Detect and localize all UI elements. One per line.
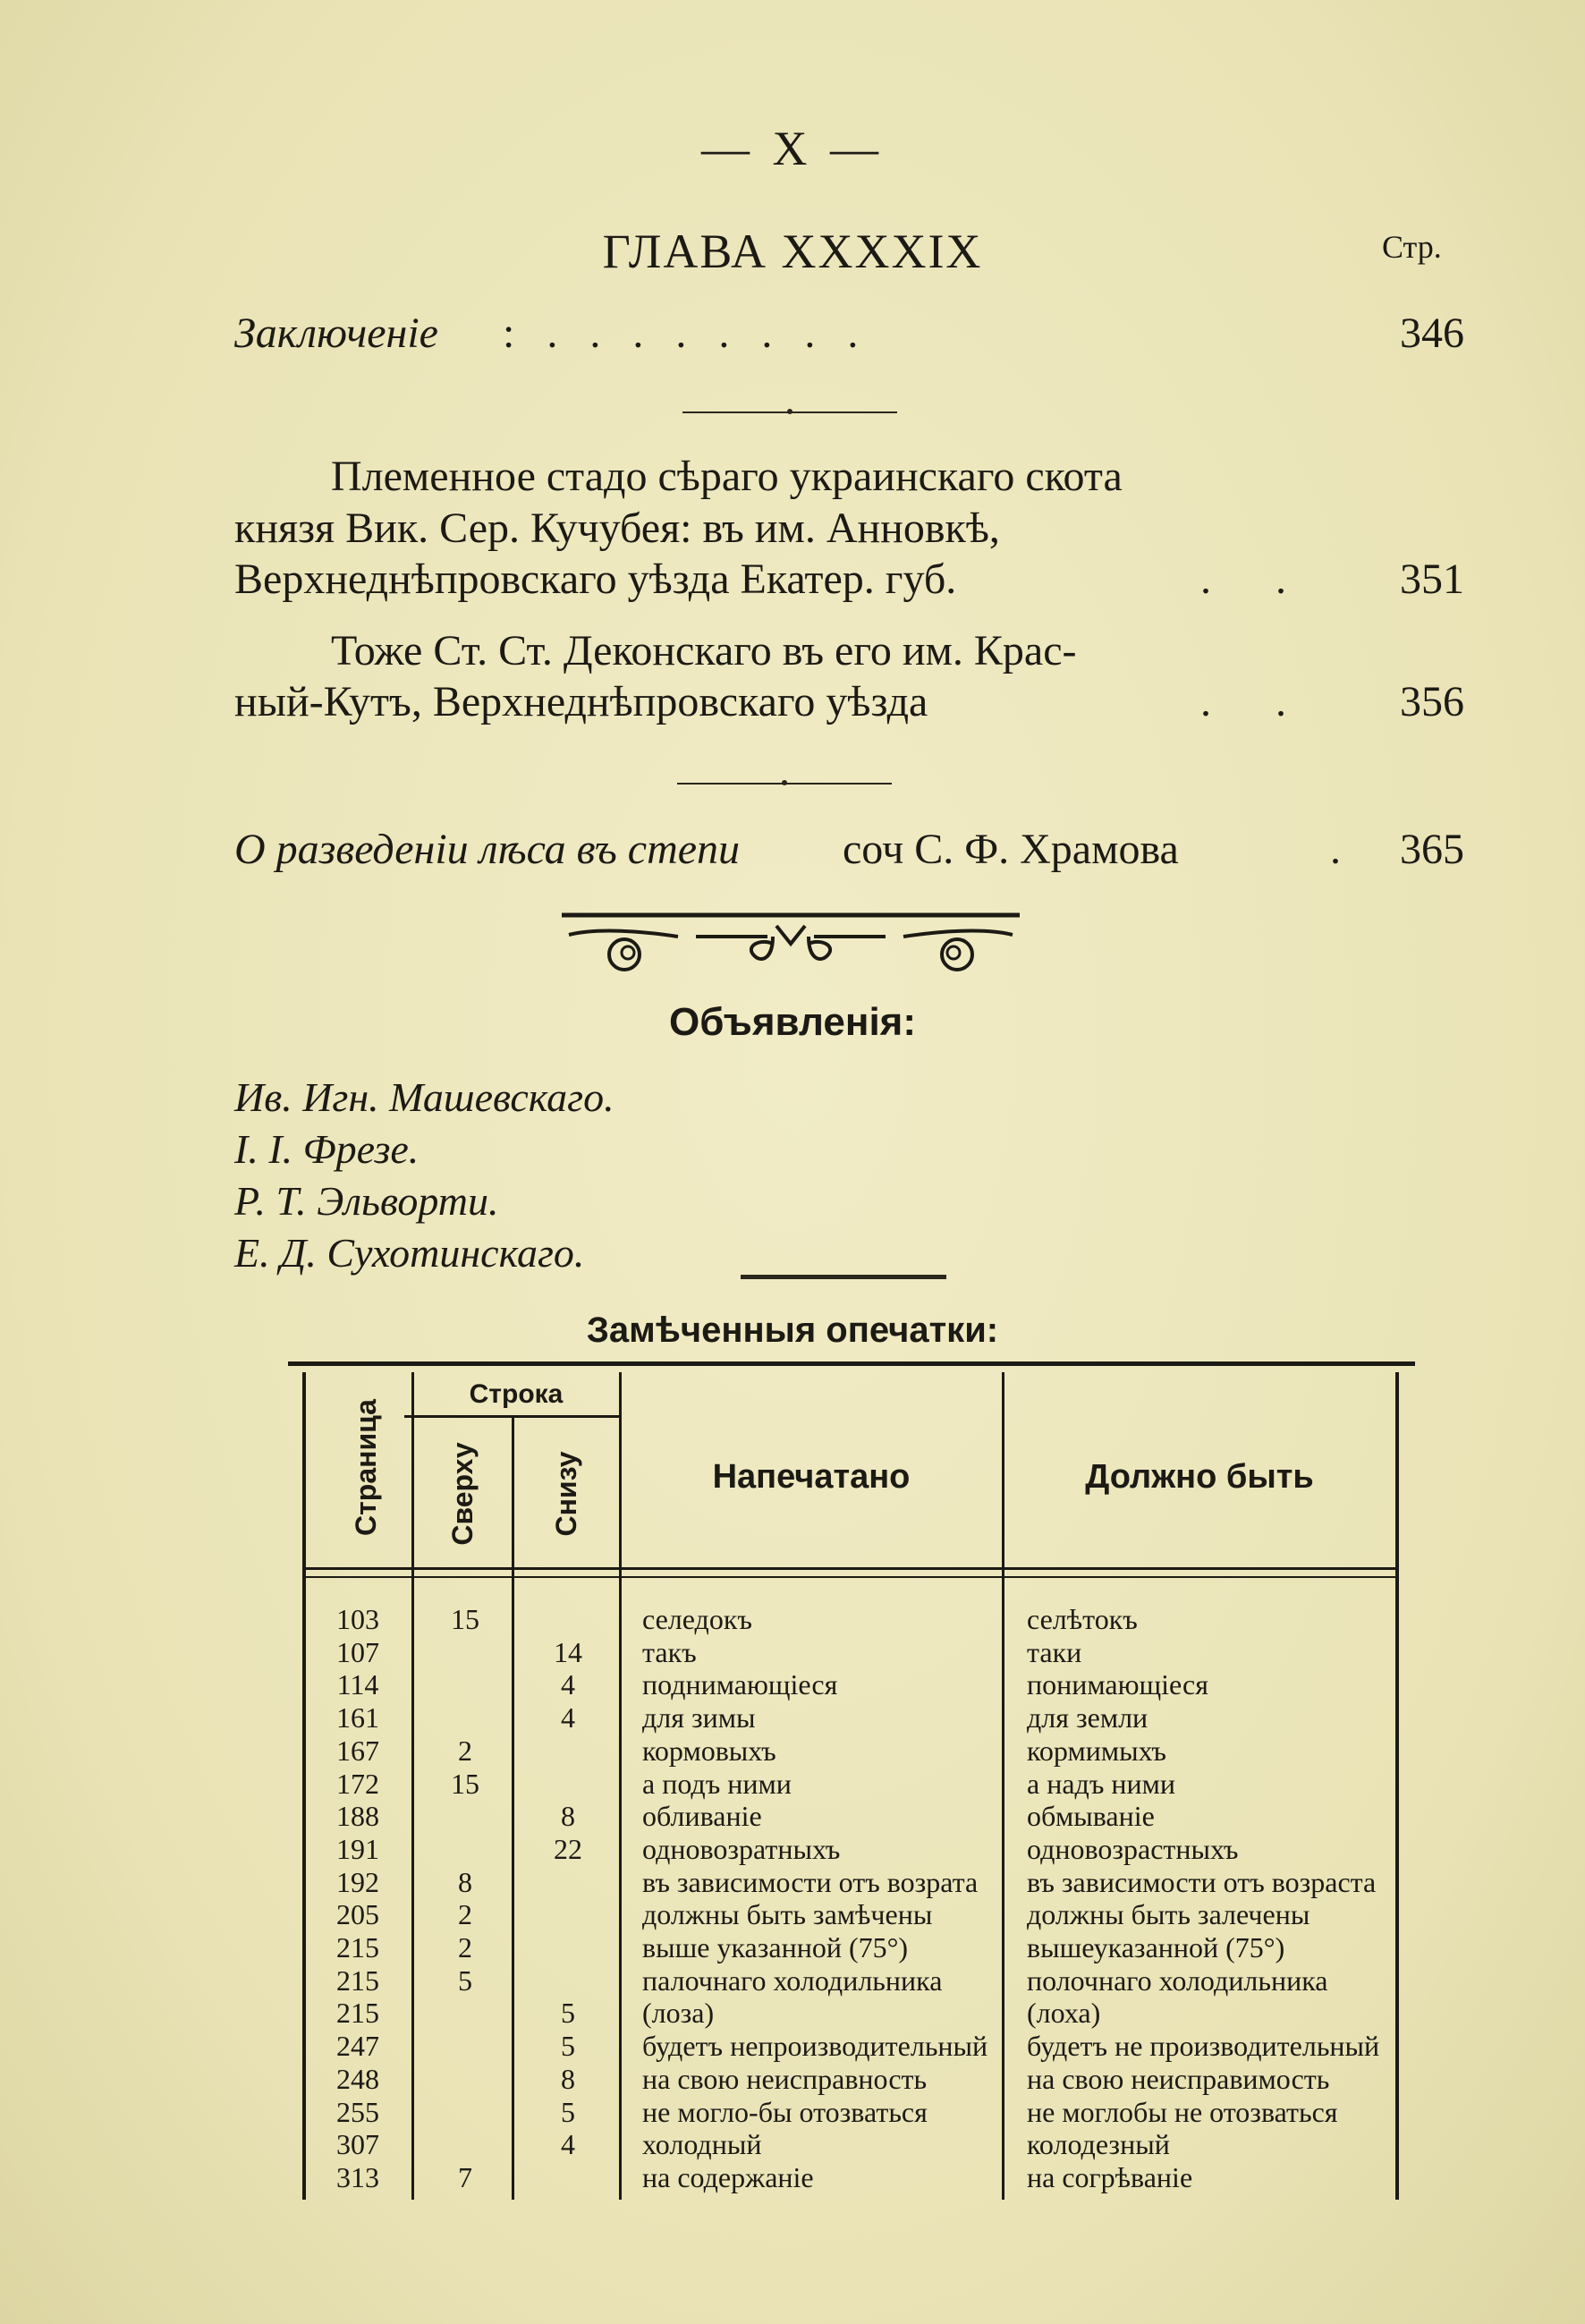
- herd-entry-2-line1: Тоже Ст. Ст. Деконскаго въ его им. Крас-: [331, 627, 1077, 674]
- errata-from-bottom: 5: [561, 2030, 575, 2063]
- errata-rows: [304, 1603, 1395, 2193]
- errata-should-be: для земли: [1027, 1701, 1148, 1735]
- errata-printed: кормовыхъ: [642, 1734, 776, 1767]
- herd-entry-1-text: Верхнеднѣпровскаго уѣзда Екатер. губ.: [234, 556, 957, 603]
- errata-page: 247: [336, 2030, 379, 2063]
- table-row: [304, 2096, 1395, 2129]
- errata-printed: не могло-бы отозваться: [642, 2095, 928, 2128]
- errata-page: 107: [336, 1635, 379, 1668]
- errata-from-top: 15: [451, 1767, 479, 1800]
- errata-page: 167: [336, 1734, 379, 1767]
- errata-should-be: на согрѣваніе: [1027, 2160, 1193, 2193]
- errata-printed: одновозратныхъ: [642, 1832, 841, 1865]
- header-printed: Напечатано: [712, 1458, 911, 1496]
- errata-page: 215: [336, 1964, 379, 1997]
- errata-from-bottom: 14: [554, 1635, 582, 1668]
- errata-printed: а подъ ними: [642, 1767, 792, 1800]
- page-number: — X —: [701, 122, 884, 175]
- errata-printed: въ зависимости отъ возрата: [642, 1865, 979, 1898]
- table-row: [304, 1931, 1395, 1964]
- forest-entry-page: 365: [1400, 826, 1464, 873]
- errata-from-bottom: 4: [561, 1668, 575, 1701]
- page-column-label: Стр.: [1382, 229, 1442, 265]
- errata-page: 103: [336, 1603, 379, 1635]
- forest-entry-author: соч С. Ф. Храмова: [843, 826, 1179, 873]
- header-should-be: Должно быть: [1085, 1458, 1314, 1496]
- herd-entry-2-dots: . .: [1200, 678, 1313, 725]
- table-row: [304, 1898, 1395, 1931]
- errata-page: 192: [336, 1865, 379, 1898]
- errata-from-top: 2: [458, 1898, 472, 1931]
- herd-entry-2-text: ный-Кутъ, Верхнеднѣпровскаго уѣзда: [234, 678, 928, 725]
- errata-from-top: 2: [458, 1931, 472, 1964]
- toc-dots: : . . . . . . . .: [503, 310, 869, 357]
- errata-printed: выше указанной (75°): [642, 1931, 909, 1964]
- errata-page: 188: [336, 1800, 379, 1833]
- table-row: [304, 1866, 1395, 1899]
- chapter-heading: ГЛАВА XXXXIX: [602, 225, 983, 278]
- errata-page: 215: [336, 1931, 379, 1964]
- errata-from-top: 7: [458, 2160, 472, 2193]
- toc-row-conclusion: [234, 309, 1464, 362]
- herd-entry-2-page: 356: [1400, 678, 1464, 725]
- ads-heading: Объявленія:: [668, 1000, 916, 1044]
- table-row: [304, 1768, 1395, 1801]
- header-line: Строка: [469, 1379, 564, 1409]
- errata-should-be: не моглобы не отозваться: [1027, 2095, 1338, 2128]
- errata-should-be: колодезный: [1027, 2128, 1170, 2161]
- herd-entry-1-page: 351: [1400, 556, 1464, 603]
- table-row: [304, 1800, 1395, 1833]
- errata-should-be: кормимыхъ: [1027, 1734, 1166, 1767]
- errata-printed: на свою неисправность: [642, 2062, 928, 2095]
- errata-page: 255: [336, 2095, 379, 2128]
- ornament-divider: [562, 908, 1020, 980]
- errata-page: 205: [336, 1898, 379, 1931]
- errata-from-bottom: 5: [561, 2095, 575, 2128]
- errata-should-be: полочнаго холодильника: [1027, 1964, 1328, 1997]
- header-from-bottom: Снизу: [550, 1451, 582, 1537]
- header-page: Страница: [350, 1399, 382, 1536]
- errata-printed: (лоза): [642, 1997, 715, 2030]
- table-row: [304, 1636, 1395, 1669]
- ad-item: Е. Д. Сухотинскаго.: [234, 1230, 585, 1276]
- ad-item: Ив. Игн. Машевскаго.: [234, 1074, 615, 1120]
- table-row: [304, 1735, 1395, 1768]
- errata-should-be: а надъ ними: [1027, 1767, 1175, 1800]
- herd-entry-1-line3: [234, 555, 1464, 608]
- separator-dot: [787, 409, 792, 414]
- herd-entry-1-dots: . .: [1200, 556, 1313, 603]
- errata-should-be: селѣтокъ: [1027, 1603, 1138, 1635]
- errata-from-top: 8: [458, 1865, 472, 1898]
- table-row: [304, 1964, 1395, 1997]
- toc-page: 346: [1400, 310, 1464, 357]
- table-row: [304, 2161, 1395, 2194]
- errata-printed: на содержаніе: [642, 2160, 814, 2193]
- errata-page: 191: [336, 1832, 379, 1865]
- errata-from-bottom: 4: [561, 1701, 575, 1735]
- errata-should-be: въ зависимости отъ возраста: [1027, 1865, 1377, 1898]
- errata-should-be: понимающіеся: [1027, 1668, 1208, 1701]
- errata-should-be: одновозрастныхъ: [1027, 1832, 1239, 1865]
- errata-page: 215: [336, 1997, 379, 2030]
- separator: [741, 1275, 946, 1279]
- ad-item: Р. Т. Эльворти.: [234, 1178, 499, 1224]
- errata-should-be: должны быть залечены: [1027, 1898, 1310, 1931]
- table-row: [304, 2030, 1395, 2063]
- errata-printed: должны быть замѣчены: [642, 1898, 933, 1931]
- toc-title: Заключеніе: [234, 310, 438, 357]
- table-row: [304, 1833, 1395, 1866]
- forest-entry: [234, 825, 1464, 878]
- errata-printed: будетъ непроизводительный: [642, 2030, 988, 2063]
- errata-printed: поднимающіеся: [642, 1668, 838, 1701]
- table-row: [304, 1701, 1395, 1735]
- errata-from-bottom: 22: [554, 1832, 582, 1865]
- errata-from-top: 5: [458, 1964, 472, 1997]
- errata-printed: холодный: [642, 2128, 762, 2161]
- errata-should-be: на свою неисправимость: [1027, 2062, 1330, 2095]
- forest-entry-title: О разведеніи лѣса въ степи: [234, 826, 741, 873]
- errata-from-top: 15: [451, 1603, 479, 1635]
- errata-printed: обливаніе: [642, 1800, 762, 1833]
- errata-printed: селедокъ: [642, 1603, 752, 1635]
- table-row: [304, 1603, 1395, 1636]
- errata-printed: такъ: [642, 1635, 697, 1668]
- table-row: [304, 1668, 1395, 1701]
- table-row: [304, 2063, 1395, 2096]
- errata-from-top: 2: [458, 1734, 472, 1767]
- errata-heading: Замѣченныя опечатки:: [586, 1310, 999, 1350]
- errata-printed: палочнаго холодильника: [642, 1964, 943, 1997]
- ad-item: І. І. Фрезе.: [234, 1126, 420, 1172]
- errata-should-be: (лоха): [1027, 1997, 1101, 2030]
- table-row: [304, 1997, 1395, 2030]
- errata-should-be: вышеуказанной (75°): [1027, 1931, 1285, 1964]
- errata-printed: для зимы: [642, 1701, 756, 1735]
- separator-dot: [782, 780, 787, 785]
- errata-from-bottom: 8: [561, 1800, 575, 1833]
- table-row: [304, 2128, 1395, 2161]
- errata-page: 307: [336, 2128, 379, 2161]
- errata-from-bottom: 5: [561, 1997, 575, 2030]
- forest-entry-dots: .: [1330, 826, 1341, 873]
- errata-should-be: таки: [1027, 1635, 1082, 1668]
- errata-page: 161: [336, 1701, 379, 1735]
- errata-page: 313: [336, 2160, 379, 2193]
- errata-page: 114: [336, 1668, 379, 1701]
- herd-entry-1-line1: Племенное стадо сѣраго украинскаго скота: [331, 453, 1123, 500]
- errata-from-bottom: 8: [561, 2062, 575, 2095]
- errata-page: 172: [336, 1767, 379, 1800]
- herd-entry-2-line2: [234, 677, 1464, 731]
- errata-should-be: будетъ не производительный: [1027, 2030, 1380, 2063]
- errata-from-bottom: 4: [561, 2128, 575, 2161]
- errata-table: [288, 1361, 1415, 2202]
- header-from-top: Сверху: [446, 1442, 479, 1546]
- errata-should-be: обмываніе: [1027, 1800, 1155, 1833]
- errata-page: 248: [336, 2062, 379, 2095]
- herd-entry-1-line2: князя Вик. Сер. Кучубея: въ им. Анновкѣ,: [234, 505, 1000, 552]
